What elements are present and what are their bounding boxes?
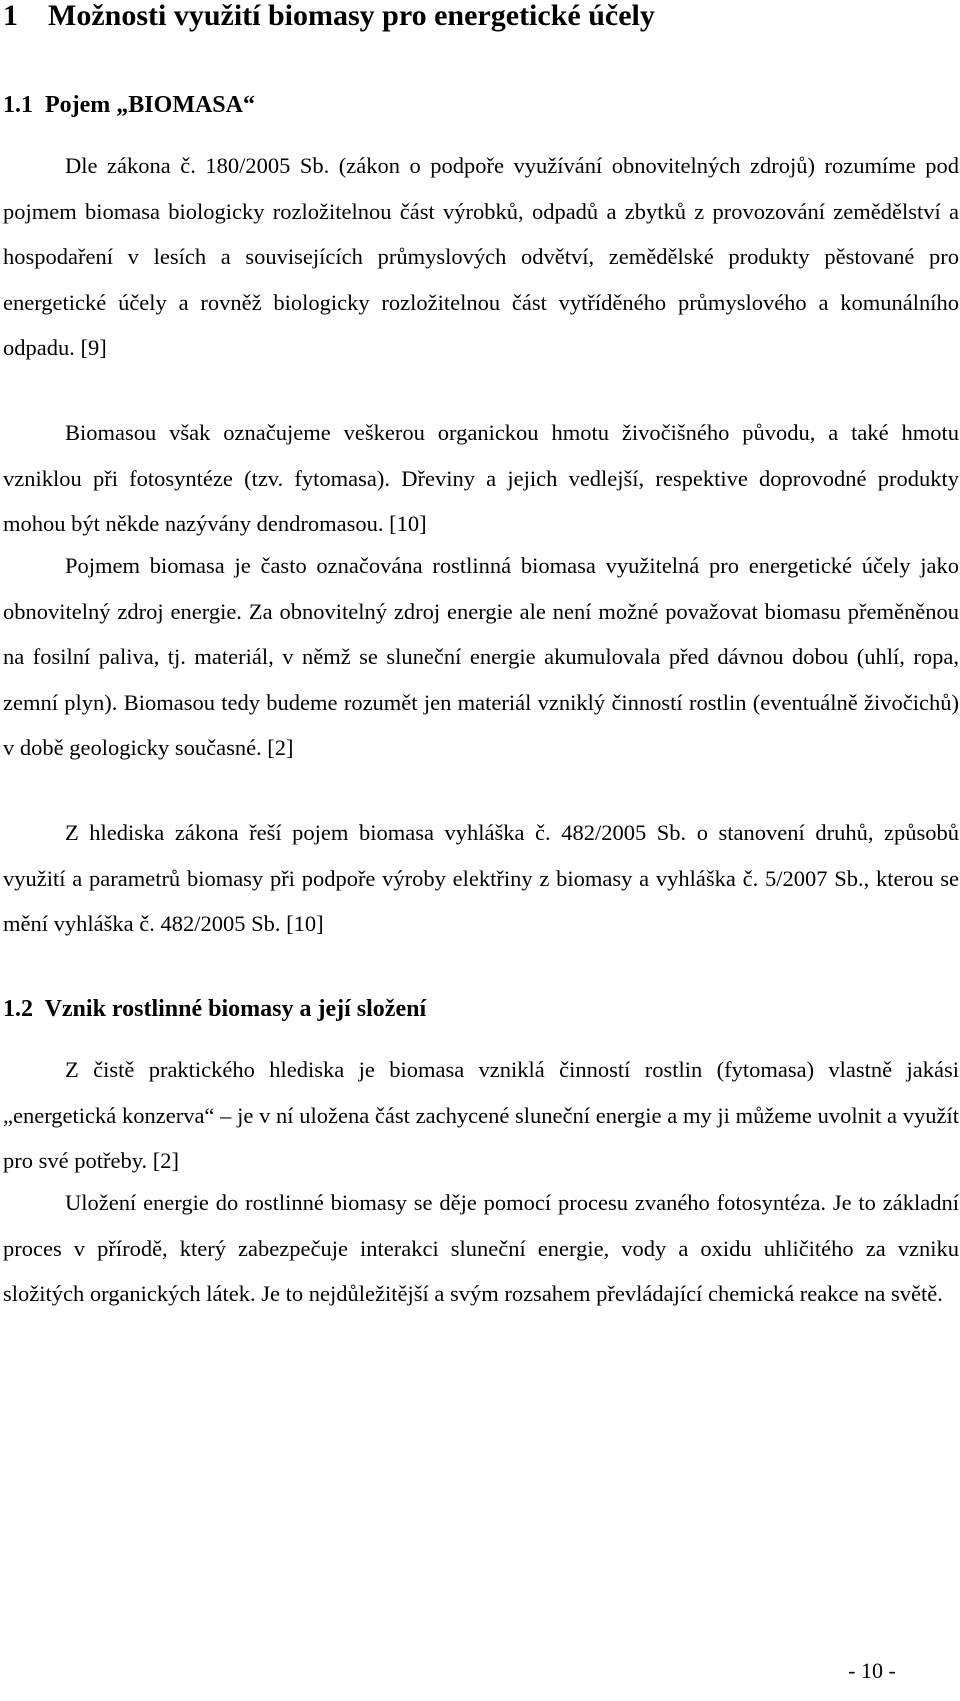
paragraph: Z hlediska zákona řeší pojem biomasa vyhláška č. 482/2005 Sb. o stanovení druhů, způsobů využití a parametrů biomasy při podpoře výroby elektřiny z biomasy a vyhláška č. 5/2007 Sb., kterou se mění vyhláška č. 482/2005 Sb. [10]: [3, 820, 959, 936]
section-heading-1-1: 1.1 Pojem „BIOMASA“: [3, 92, 255, 118]
chapter-title: 1 Možnosti využití biomasy pro energetické účely: [3, 0, 655, 32]
paragraph: Biomasou však označujeme veškerou organickou hmotu živočišného původu, a také hmotu vzniklou při fotosyntéze (tzv. fytomasa). Dřeviny a jejich vedlejší, respektive doprovodné produkty mohou být někde nazývány dendromasou. [10]: [3, 420, 959, 536]
section-heading-1-2: 1.2 Vznik rostlinné biomasy a její složení: [3, 996, 427, 1022]
page-number: - 10 -: [848, 1658, 896, 1683]
paragraph: Z čistě praktického hlediska je biomasa vzniklá činností rostlin (fytomasa) vlastně jakási „energetická konzerva“ – je v ní uložena část zachycené sluneční energie a my ji můžeme uvolnit a využít pro své potřeby. [2]: [3, 1057, 959, 1173]
page-footer: [0, 1656, 960, 1686]
paragraph: Dle zákona č. 180/2005 Sb. (zákon o podpoře využívání obnovitelných zdrojů) rozumíme pod pojmem biomasa biologicky rozložitelnou část výrobků, odpadů a zbytků z provozování zemědělství a hospodaření v lesích a souvisejících průmyslových odvětví, zemědělské produkty pěstované pro energetické účely a rovněž biologicky rozložitelnou část vytříděného průmyslového a komunálního odpadu. [9]: [3, 153, 959, 360]
paragraph: Uložení energie do rostlinné biomasy se děje pomocí procesu zvaného fotosyntéza. Je to základní proces v přírodě, který zabezpečuje interakci sluneční energie, vody a oxidu uhličitého za vzniku složitých organických látek. Je to nejdůležitější a svým rozsahem převládající chemická reakce na světě.: [3, 1190, 959, 1306]
paragraph: Pojmem biomasa je často označována rostlinná biomasa využitelná pro energetické účely jako obnovitelný zdroj energie. Za obnovitelný zdroj energie ale není možné považovat biomasu přeměněnou na fosilní paliva, tj. materiál, v němž se sluneční energie akumulovala před dávnou dobou (uhlí, ropa, zemní plyn). Biomasou tedy budeme rozumět jen materiál vzniklý činností rostlin (eventuálně živočichů) v době geologicky současné. [2]: [3, 553, 959, 760]
